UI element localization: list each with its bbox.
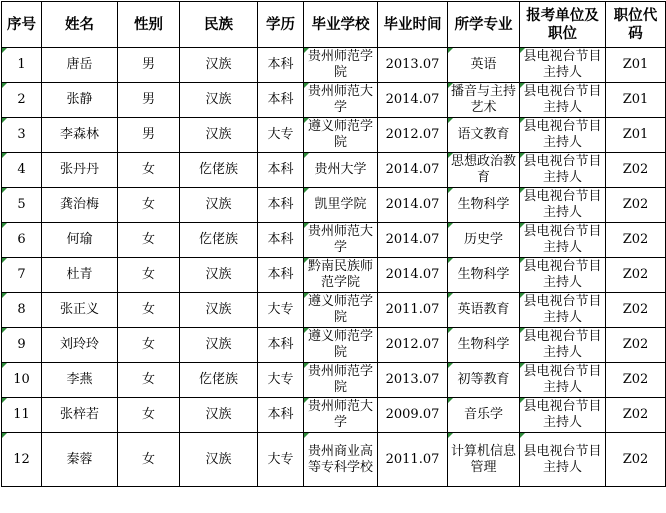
cell-major: 初等教育 [448, 363, 520, 398]
cell-gender: 女 [118, 258, 180, 293]
cell-seq: 11 [2, 398, 42, 433]
cell-position-code: Z01 [606, 83, 666, 118]
cell-education: 大专 [258, 293, 304, 328]
cell-major: 生物科学 [448, 328, 520, 363]
cell-seq: 5 [2, 188, 42, 223]
cell-seq: 9 [2, 328, 42, 363]
cell-school: 遵义师范学院 [304, 118, 378, 153]
cell-position: 县电视台节目主持人 [520, 118, 606, 153]
cell-ethnicity: 汉族 [180, 83, 258, 118]
header-grad-time: 毕业时间 [378, 2, 448, 48]
cell-school: 遵义师范学院 [304, 328, 378, 363]
cell-seq: 10 [2, 363, 42, 398]
cell-education: 本科 [258, 258, 304, 293]
cell-name: 李燕 [42, 363, 118, 398]
cell-gender: 男 [118, 83, 180, 118]
cell-position: 县电视台节目主持人 [520, 433, 606, 487]
table-row [2, 293, 666, 328]
cell-name: 唐岳 [42, 48, 118, 83]
cell-education: 大专 [258, 363, 304, 398]
cell-position: 县电视台节目主持人 [520, 328, 606, 363]
cell-gender: 男 [118, 118, 180, 153]
cell-education: 大专 [258, 433, 304, 487]
header-position-code: 职位代码 [606, 2, 666, 48]
cell-position: 县电视台节目主持人 [520, 188, 606, 223]
cell-major: 英语 [448, 48, 520, 83]
cell-ethnicity: 仡佬族 [180, 153, 258, 188]
cell-name: 龚治梅 [42, 188, 118, 223]
cell-school: 黔南民族师范学院 [304, 258, 378, 293]
cell-major: 音乐学 [448, 398, 520, 433]
cell-seq: 3 [2, 118, 42, 153]
cell-education: 本科 [258, 223, 304, 258]
cell-ethnicity: 仡佬族 [180, 223, 258, 258]
cell-school: 贵州师范大学 [304, 398, 378, 433]
candidate-table [1, 1, 666, 487]
cell-position-code: Z02 [606, 293, 666, 328]
cell-grad-time: 2012.07 [378, 328, 448, 363]
cell-position-code: Z01 [606, 48, 666, 83]
table-row [2, 153, 666, 188]
cell-education: 本科 [258, 398, 304, 433]
cell-grad-time: 2014.07 [378, 223, 448, 258]
cell-seq: 2 [2, 83, 42, 118]
table-row [2, 328, 666, 363]
cell-name: 秦蓉 [42, 433, 118, 487]
cell-school: 贵州师范学院 [304, 363, 378, 398]
cell-position: 县电视台节目主持人 [520, 48, 606, 83]
cell-grad-time: 2014.07 [378, 188, 448, 223]
cell-gender: 女 [118, 433, 180, 487]
cell-seq: 1 [2, 48, 42, 83]
cell-major: 英语教育 [448, 293, 520, 328]
cell-gender: 女 [118, 188, 180, 223]
cell-gender: 女 [118, 328, 180, 363]
cell-gender: 女 [118, 398, 180, 433]
cell-position: 县电视台节目主持人 [520, 83, 606, 118]
cell-position: 县电视台节目主持人 [520, 153, 606, 188]
header-row [2, 2, 666, 48]
cell-ethnicity: 汉族 [180, 188, 258, 223]
cell-position-code: Z02 [606, 328, 666, 363]
cell-name: 杜青 [42, 258, 118, 293]
table-row [2, 188, 666, 223]
cell-grad-time: 2014.07 [378, 153, 448, 188]
cell-seq: 4 [2, 153, 42, 188]
cell-ethnicity: 汉族 [180, 293, 258, 328]
cell-position: 县电视台节目主持人 [520, 223, 606, 258]
cell-position-code: Z02 [606, 258, 666, 293]
cell-grad-time: 2013.07 [378, 363, 448, 398]
cell-gender: 女 [118, 293, 180, 328]
cell-seq: 7 [2, 258, 42, 293]
cell-position-code: Z02 [606, 433, 666, 487]
cell-ethnicity: 汉族 [180, 48, 258, 83]
cell-major: 历史学 [448, 223, 520, 258]
header-name: 姓名 [42, 2, 118, 48]
cell-school: 遵义师范学院 [304, 293, 378, 328]
cell-grad-time: 2012.07 [378, 118, 448, 153]
cell-position: 县电视台节目主持人 [520, 398, 606, 433]
cell-education: 本科 [258, 48, 304, 83]
cell-seq: 8 [2, 293, 42, 328]
cell-gender: 男 [118, 48, 180, 83]
table-row [2, 363, 666, 398]
table-row [2, 433, 666, 487]
header-gender: 性别 [118, 2, 180, 48]
cell-ethnicity: 汉族 [180, 328, 258, 363]
cell-name: 张正义 [42, 293, 118, 328]
cell-school: 贵州师范大学 [304, 83, 378, 118]
cell-grad-time: 2009.07 [378, 398, 448, 433]
header-major: 所学专业 [448, 2, 520, 48]
cell-ethnicity: 汉族 [180, 433, 258, 487]
cell-name: 李森林 [42, 118, 118, 153]
table-row [2, 83, 666, 118]
header-school: 毕业学校 [304, 2, 378, 48]
cell-name: 何瑜 [42, 223, 118, 258]
cell-ethnicity: 仡佬族 [180, 363, 258, 398]
cell-name: 张静 [42, 83, 118, 118]
header-ethnicity: 民族 [180, 2, 258, 48]
cell-major: 语文教育 [448, 118, 520, 153]
cell-grad-time: 2014.07 [378, 83, 448, 118]
cell-education: 本科 [258, 328, 304, 363]
table-row [2, 118, 666, 153]
cell-name: 张梓若 [42, 398, 118, 433]
cell-school: 凯里学院 [304, 188, 378, 223]
cell-position-code: Z02 [606, 223, 666, 258]
table-row [2, 258, 666, 293]
cell-school: 贵州师范学院 [304, 48, 378, 83]
cell-grad-time: 2014.07 [378, 258, 448, 293]
cell-education: 大专 [258, 118, 304, 153]
cell-position-code: Z02 [606, 188, 666, 223]
cell-education: 本科 [258, 83, 304, 118]
header-seq: 序号 [2, 2, 42, 48]
table-row [2, 398, 666, 433]
cell-ethnicity: 汉族 [180, 258, 258, 293]
cell-position-code: Z01 [606, 118, 666, 153]
cell-school: 贵州商业高等专科学校 [304, 433, 378, 487]
cell-position: 县电视台节目主持人 [520, 293, 606, 328]
cell-major: 思想政治教育 [448, 153, 520, 188]
cell-grad-time: 2011.07 [378, 293, 448, 328]
cell-major: 生物科学 [448, 258, 520, 293]
cell-school: 贵州师范大学 [304, 223, 378, 258]
table-row [2, 48, 666, 83]
cell-gender: 女 [118, 223, 180, 258]
cell-school: 贵州大学 [304, 153, 378, 188]
header-position: 报考单位及职位 [520, 2, 606, 48]
header-education: 学历 [258, 2, 304, 48]
cell-education: 本科 [258, 153, 304, 188]
cell-education: 本科 [258, 188, 304, 223]
cell-position-code: Z02 [606, 153, 666, 188]
table-row [2, 223, 666, 258]
cell-grad-time: 2011.07 [378, 433, 448, 487]
cell-major: 生物科学 [448, 188, 520, 223]
cell-position: 县电视台节目主持人 [520, 363, 606, 398]
cell-ethnicity: 汉族 [180, 118, 258, 153]
cell-gender: 女 [118, 363, 180, 398]
cell-position: 县电视台节目主持人 [520, 258, 606, 293]
cell-major: 计算机信息管理 [448, 433, 520, 487]
cell-name: 刘玲玲 [42, 328, 118, 363]
cell-seq: 12 [2, 433, 42, 487]
cell-name: 张丹丹 [42, 153, 118, 188]
cell-gender: 女 [118, 153, 180, 188]
cell-seq: 6 [2, 223, 42, 258]
cell-ethnicity: 汉族 [180, 398, 258, 433]
cell-major: 播音与主持艺术 [448, 83, 520, 118]
cell-position-code: Z02 [606, 398, 666, 433]
cell-position-code: Z02 [606, 363, 666, 398]
cell-grad-time: 2013.07 [378, 48, 448, 83]
